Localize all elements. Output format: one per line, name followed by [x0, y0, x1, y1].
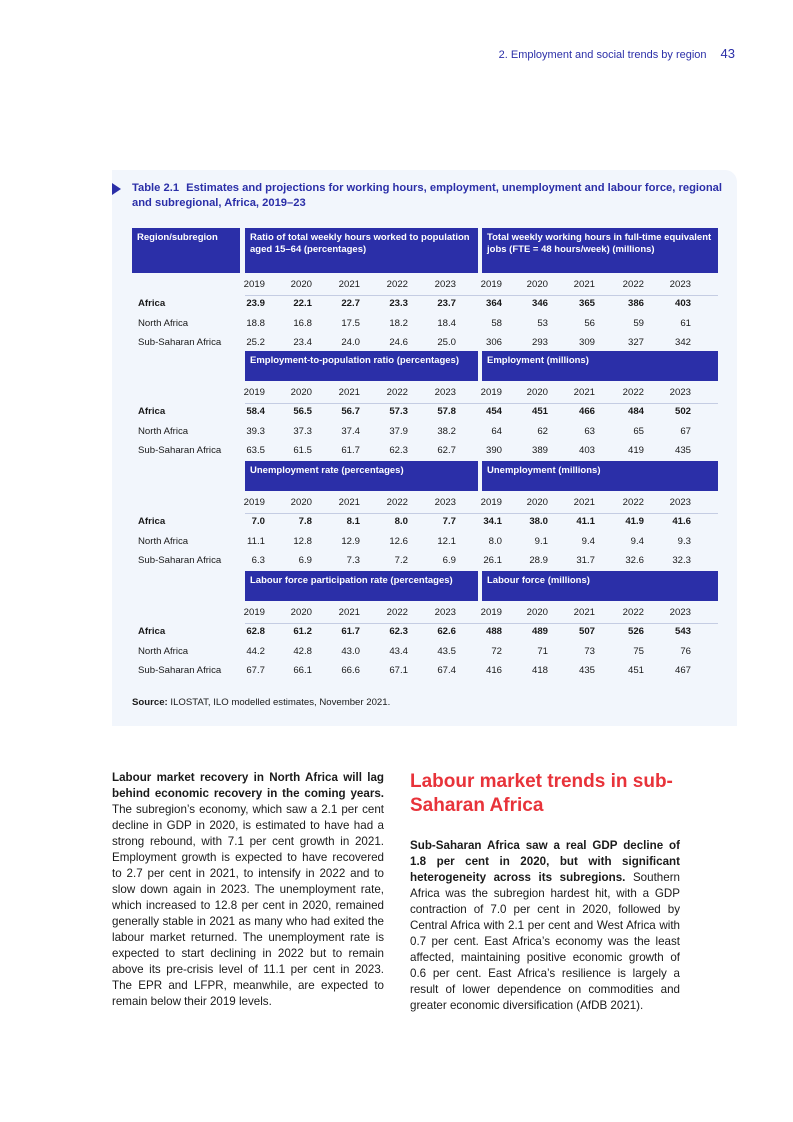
table-cell: 12.6	[389, 535, 408, 547]
table-cell: 75	[633, 645, 644, 657]
year-divider	[245, 513, 718, 514]
year-label: 2020	[526, 279, 548, 290]
year-label: 2020	[290, 279, 312, 290]
year-divider	[245, 403, 718, 404]
table-cell: 9.4	[630, 535, 644, 547]
table-panel	[112, 170, 737, 726]
left-column-paragraph	[112, 770, 384, 1010]
right-text: Southern Africa was the subregion hardest hit, with a GDP contraction of 7.0 per cent in 2020, followed by Central Africa with 2.1 per cent and West Africa with 0.7 per cent. East Africa’s economy was the least affected, maintaining positive economic growth of 0.6 per cent. East Africa’s resilience is largely a result of lower dependence on commodities and greater economic diversification (AfDB 2021).	[410, 871, 681, 1012]
table-cell: 416	[485, 665, 502, 676]
table-cell: 59	[633, 317, 644, 329]
table-cell: 403	[674, 298, 691, 309]
table-cell: 467	[674, 665, 691, 676]
table-cell: 38.0	[529, 516, 548, 527]
table-cell: 63.5	[246, 445, 265, 456]
table-cell: 389	[531, 445, 548, 456]
year-divider	[245, 623, 718, 624]
table-cell: 56	[584, 317, 595, 329]
table-cell: 418	[531, 665, 548, 676]
table-cell: 22.1	[293, 298, 312, 309]
table-cell: 16.8	[293, 317, 312, 329]
table-cell: 62.3	[389, 626, 408, 637]
year-label: 2021	[573, 279, 595, 290]
table-cell: 67.7	[246, 665, 265, 676]
table-source	[132, 697, 390, 708]
source-text: ILOSTAT, ILO modelled estimates, November 2021.	[167, 697, 391, 708]
table-cell: 435	[578, 665, 595, 676]
table-title: Estimates and projections for working hours, employment, unemployment and labour force, regional and subregional, Africa, 2019–23	[132, 182, 723, 209]
row-label: North Africa	[138, 645, 189, 657]
year-label: 2021	[573, 387, 595, 398]
table-cell: 41.1	[576, 516, 595, 527]
table-cell: 25.2	[246, 337, 265, 348]
table-cell: 66.1	[293, 665, 312, 676]
table-cell: 9.1	[534, 535, 548, 547]
table-cell: 44.2	[246, 645, 265, 657]
year-label: 2021	[573, 497, 595, 508]
table-cell: 65	[633, 425, 644, 437]
year-divider	[245, 295, 718, 296]
table-cell: 9.3	[677, 535, 691, 547]
year-label: 2020	[526, 607, 548, 618]
source-label: Source:	[132, 697, 168, 708]
table-label: Table 2.1	[132, 182, 180, 194]
block-header-right: Employment (millions)	[482, 351, 718, 381]
year-label: 2021	[338, 279, 360, 290]
row-label: North Africa	[138, 425, 189, 437]
year-label: 2022	[386, 279, 408, 290]
block-header-right: Total weekly working hours in full-time equivalent jobs (FTE = 48 hours/week) (millions)	[482, 228, 718, 273]
table-cell: 8.1	[346, 516, 360, 527]
table-cell: 62.6	[437, 626, 456, 637]
year-label: 2021	[338, 607, 360, 618]
table-cell: 61.2	[293, 626, 312, 637]
table-cell: 18.8	[246, 317, 265, 329]
table-cell: 306	[485, 337, 502, 348]
region-header: Region/subregion	[132, 228, 240, 273]
table-cell: 24.0	[341, 337, 360, 348]
table-cell: 62.8	[246, 626, 265, 637]
table-cell: 466	[578, 406, 595, 417]
table-cell: 543	[674, 626, 691, 637]
table-cell: 43.4	[389, 645, 408, 657]
table-cell: 76	[680, 645, 691, 657]
year-label: 2022	[386, 387, 408, 398]
block-header-left: Labour force participation rate (percentages)	[245, 571, 478, 601]
table-cell: 43.5	[437, 645, 456, 657]
table-cell: 32.3	[672, 555, 691, 566]
table-cell: 8.0	[394, 516, 408, 527]
table-cell: 23.9	[246, 298, 265, 309]
year-label: 2023	[434, 387, 456, 398]
table-cell: 53	[537, 317, 548, 329]
block-header-right: Labour force (millions)	[482, 571, 718, 601]
block-header-left: Ratio of total weekly hours worked to population aged 15–64 (percentages)	[245, 228, 478, 273]
year-label: 2019	[480, 497, 502, 508]
table-cell: 309	[578, 337, 595, 348]
table-cell: 63	[584, 425, 595, 437]
table-cell: 62.7	[437, 445, 456, 456]
year-label: 2019	[243, 607, 265, 618]
table-cell: 12.8	[293, 535, 312, 547]
table-cell: 435	[674, 445, 691, 456]
table-cell: 26.1	[483, 555, 502, 566]
table-cell: 61.7	[341, 626, 360, 637]
table-cell: 9.4	[581, 535, 595, 547]
table-cell: 32.6	[625, 555, 644, 566]
table-cell: 66.6	[341, 665, 360, 676]
table-cell: 43.0	[341, 645, 360, 657]
table-cell: 67.4	[437, 665, 456, 676]
table-cell: 64	[491, 425, 502, 437]
right-column	[410, 770, 680, 1014]
data-table	[112, 170, 737, 726]
year-label: 2021	[338, 387, 360, 398]
year-label: 2020	[526, 387, 548, 398]
left-column	[112, 770, 384, 1010]
table-cell: 342	[674, 337, 691, 348]
year-label: 2022	[622, 607, 644, 618]
table-cell: 58	[491, 317, 502, 329]
table-cell: 58.4	[246, 406, 265, 417]
row-label: Sub-Saharan Africa	[138, 337, 222, 348]
page-number: 43	[720, 46, 735, 61]
table-cell: 451	[531, 406, 548, 417]
row-label: Africa	[138, 406, 166, 417]
table-cell: 419	[627, 445, 644, 456]
table-cell: 22.7	[341, 298, 360, 309]
table-cell: 12.9	[341, 535, 360, 547]
year-label: 2023	[669, 607, 691, 618]
right-lead: Sub-Saharan Africa saw a real GDP decline of 1.8 per cent in 2020, but with significant heterogeneity across its subregions.	[410, 839, 680, 884]
table-cell: 7.7	[442, 516, 456, 527]
year-label: 2020	[290, 387, 312, 398]
section-heading: Labour market trends in sub-Saharan Africa	[410, 771, 673, 816]
table-cell: 18.4	[437, 317, 456, 329]
table-cell: 57.8	[437, 406, 456, 417]
year-label: 2020	[526, 497, 548, 508]
table-cell: 293	[531, 337, 548, 348]
table-cell: 37.9	[389, 425, 408, 437]
table-cell: 23.4	[293, 337, 312, 348]
table-cell: 37.4	[341, 425, 360, 437]
table-cell: 25.0	[437, 337, 456, 348]
year-label: 2021	[338, 497, 360, 508]
table-cell: 451	[627, 665, 644, 676]
block-header-right: Unemployment (millions)	[482, 461, 718, 491]
row-label: Africa	[138, 298, 166, 309]
table-cell: 7.3	[346, 555, 360, 566]
running-head	[499, 46, 735, 61]
table-cell: 57.3	[389, 406, 408, 417]
year-label: 2023	[434, 607, 456, 618]
table-cell: 31.7	[576, 555, 595, 566]
running-head-section: 2. Employment and social trends by region	[498, 49, 707, 61]
row-label: North Africa	[138, 535, 189, 547]
table-cell: 62.3	[389, 445, 408, 456]
table-cell: 38.2	[437, 425, 456, 437]
table-cell: 8.0	[488, 535, 502, 547]
row-label: Sub-Saharan Africa	[138, 445, 222, 456]
table-cell: 18.2	[389, 317, 408, 329]
table-cell: 346	[531, 298, 548, 309]
year-label: 2022	[386, 497, 408, 508]
table-cell: 502	[674, 406, 691, 417]
year-label: 2022	[622, 387, 644, 398]
row-label: Sub-Saharan Africa	[138, 555, 222, 566]
row-label: Africa	[138, 626, 166, 637]
table-cell: 72	[491, 645, 502, 657]
year-label: 2019	[243, 387, 265, 398]
table-cell: 489	[531, 626, 548, 637]
block-header-left: Employment-to-population ratio (percentages)	[245, 351, 478, 381]
table-cell: 39.3	[246, 425, 265, 437]
table-cell: 41.6	[672, 516, 691, 527]
year-label: 2019	[243, 497, 265, 508]
table-cell: 17.5	[341, 317, 360, 329]
table-cell: 6.3	[251, 555, 265, 566]
table-cell: 6.9	[442, 555, 456, 566]
year-label: 2019	[480, 387, 502, 398]
year-label: 2021	[573, 607, 595, 618]
table-cell: 454	[485, 406, 502, 417]
year-label: 2023	[669, 387, 691, 398]
year-label: 2022	[622, 497, 644, 508]
year-label: 2023	[434, 279, 456, 290]
table-cell: 56.5	[293, 406, 312, 417]
table-cell: 28.9	[529, 555, 548, 566]
year-label: 2023	[669, 497, 691, 508]
table-cell: 61.5	[293, 445, 312, 456]
table-cell: 365	[578, 298, 595, 309]
table-cell: 56.7	[341, 406, 360, 417]
table-cell: 37.3	[293, 425, 312, 437]
year-label: 2023	[434, 497, 456, 508]
table-cell: 6.9	[298, 555, 312, 566]
table-cell: 484	[627, 406, 644, 417]
row-label: Africa	[138, 516, 166, 527]
year-label: 2020	[290, 497, 312, 508]
year-label: 2019	[243, 279, 265, 290]
table-cell: 364	[485, 298, 502, 309]
table-cell: 507	[578, 626, 595, 637]
table-cell: 386	[627, 298, 644, 309]
table-cell: 12.1	[437, 535, 456, 547]
table-cell: 62	[537, 425, 548, 437]
table-cell: 526	[627, 626, 644, 637]
table-cell: 24.6	[389, 337, 408, 348]
table-cell: 61	[680, 317, 691, 329]
table-cell: 23.3	[389, 298, 408, 309]
row-label: North Africa	[138, 317, 189, 329]
left-text: The subregion’s economy, which saw a 2.1 per cent decline in GDP in 2020, is estimated to have had a strong rebound, with 7.1 per cent growth in 2021. Employment growth is expected to have recovered to 2.7 per cent in 2021, to intensify in 2022 and to slow down again in 2023. The unemployment rate, which increased to 12.8 per cent in 2020, remained generally stable in 2021 as many who had exited the labour market returned. The unemployment rate is expected to start declining in 2022 but to remain above its pre-crisis level of 11.1 per cent in 2023. The EPR and LFPR, meanwhile, are expected to remain below their 2019 levels.	[112, 803, 384, 1008]
table-cell: 61.7	[341, 445, 360, 456]
year-label: 2022	[386, 607, 408, 618]
table-cell: 403	[578, 445, 595, 456]
table-cell: 67.1	[389, 665, 408, 676]
table-cell: 71	[537, 645, 548, 657]
right-column-paragraph	[410, 838, 680, 1014]
table-cell: 7.8	[298, 516, 312, 527]
table-cell: 67	[680, 425, 691, 437]
table-cell: 41.9	[625, 516, 644, 527]
block-header-left: Unemployment rate (percentages)	[245, 461, 478, 491]
table-cell: 7.0	[251, 516, 265, 527]
year-label: 2019	[480, 607, 502, 618]
table-cell: 327	[627, 337, 644, 348]
year-label: 2023	[669, 279, 691, 290]
table-cell: 34.1	[483, 516, 502, 527]
table-cell: 23.7	[437, 298, 456, 309]
year-label: 2019	[480, 279, 502, 290]
year-label: 2020	[290, 607, 312, 618]
table-cell: 390	[485, 445, 502, 456]
left-lead: Labour market recovery in North Africa will lag behind economic recovery in the coming years.	[112, 771, 384, 800]
row-label: Sub-Saharan Africa	[138, 665, 222, 676]
table-cell: 7.2	[394, 555, 408, 566]
table-cell: 42.8	[293, 645, 312, 657]
year-label: 2022	[622, 279, 644, 290]
table-cell: 488	[485, 626, 502, 637]
table-cell: 11.1	[247, 535, 265, 547]
table-cell: 73	[584, 645, 595, 657]
